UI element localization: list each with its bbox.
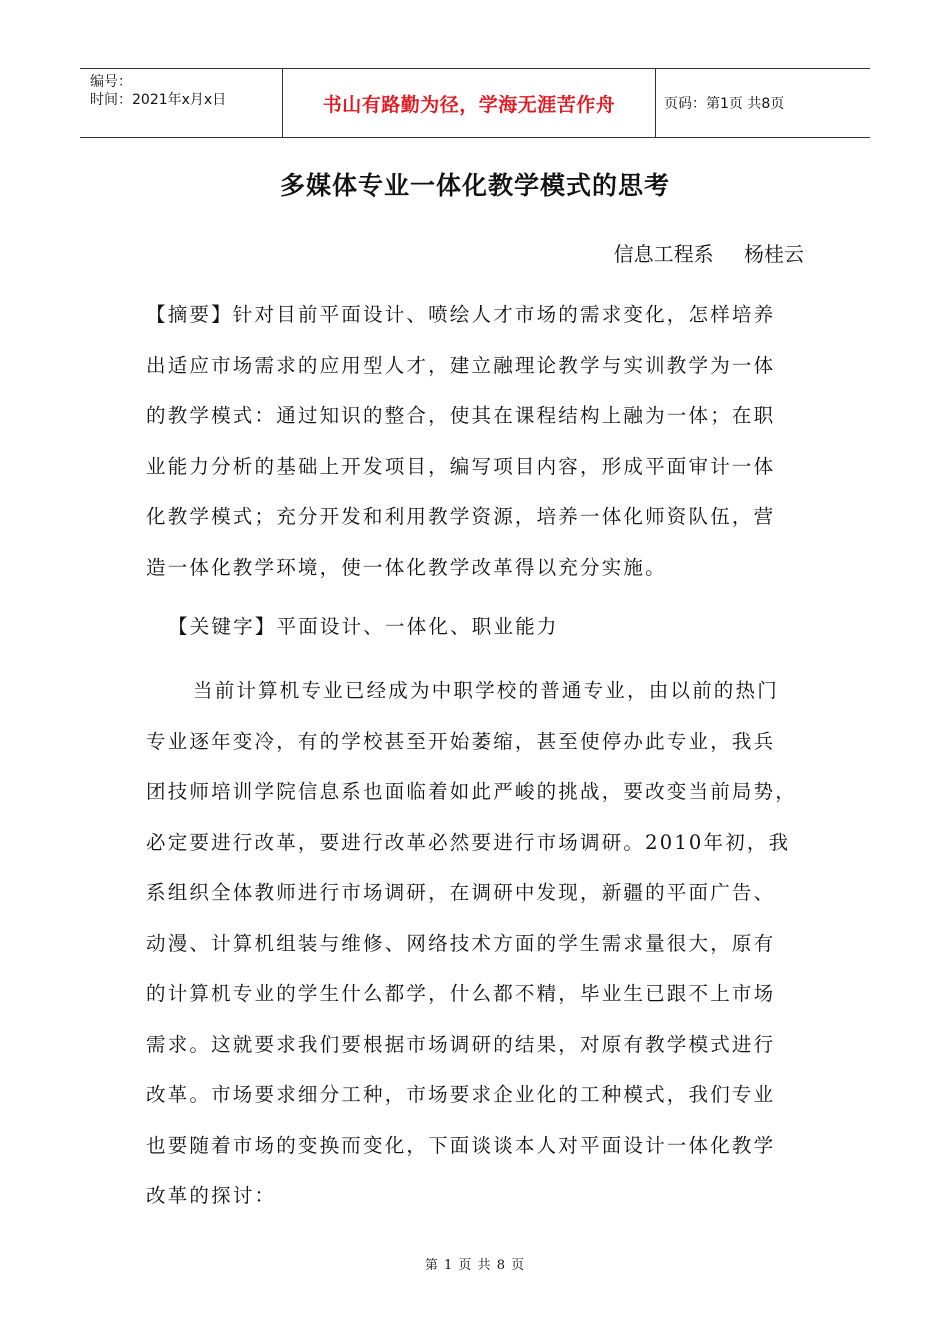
page-footer: 第 1 页 共 8 页 — [424, 1258, 526, 1273]
paragraph-line: 专业逐年变冷，有的学校甚至开始萎缩，甚至使停办此专业，我兵 — [146, 729, 776, 753]
paragraph-line: 系组织全体教师进行市场调研，在调研中发现，新疆的平面广告、 — [146, 881, 776, 904]
paragraph-line: 也要随着市场的变换而变化，下面谈谈本人对平面设计一体化教学 — [146, 1133, 776, 1157]
paragraph-line: 必定要进行改革，要进行改革必然要进行市场调研。2010年初，我 — [146, 830, 791, 854]
abstract-line: 造一体化教学环境，使一体化教学改革得以充分实施。 — [146, 555, 667, 579]
abstract-line: 出适应市场需求的应用型人才，建立融理论教学与实训教学为一体 — [146, 353, 776, 377]
abstract-line: 业能力分析的基础上开发项目，编写项目内容，形成平面审计一体 — [146, 454, 776, 478]
abstract-line: 的教学模式：通过知识的整合，使其在课程结构上融为一体；在职 — [146, 404, 776, 427]
paragraph-line: 的计算机专业的学生什么都学，什么都不精，毕业生已跟不上市场 — [146, 982, 776, 1005]
keywords-block — [168, 602, 828, 653]
document-title: 多媒体专业一体化教学模式的思考 — [279, 171, 670, 200]
paragraph-line: 改革。市场要求细分工种，市场要求企业化的工种模式，我们专业 — [146, 1083, 776, 1106]
document-number-label: 编号： — [90, 74, 132, 90]
header-meta-cell — [80, 69, 282, 137]
abstract-line: 【摘要】针对目前平面设计、喷绘人才市场的需求变化，怎样培养 — [146, 303, 776, 326]
header-motto: 书山有路勤为径，学海无涯苦作舟 — [322, 93, 616, 116]
author-name: 杨桂云 — [744, 242, 804, 266]
paragraph-line: 当前计算机专业已经成为中职学校的普通专业，由以前的热门 — [193, 679, 779, 702]
paragraph-line: 改革的探讨： — [146, 1184, 277, 1207]
keywords-line: 【关键字】平面设计、一体化、职业能力 — [168, 615, 559, 638]
abstract-block — [146, 290, 806, 593]
header-motto-cell — [282, 69, 656, 137]
header-page-cell — [655, 69, 870, 137]
paragraph-line: 需求。这就要求我们要根据市场调研的结果，对原有教学模式进行 — [146, 1032, 776, 1056]
document-date: 时间：2021年x月x日 — [90, 92, 227, 108]
paragraph-line: 团技师培训学院信息系也面临着如此严峻的挑战，要改变当前局势， — [146, 780, 798, 803]
author-line — [614, 238, 804, 267]
author-department: 信息工程系 — [613, 242, 714, 266]
body-paragraph — [146, 666, 806, 1222]
abstract-line: 化教学模式；充分开发和利用教学资源，培养一体化师资队伍，营 — [146, 505, 776, 528]
header-page-info: 页码：第1页 共8页 — [664, 96, 785, 112]
paragraph-line: 动漫、计算机组装与维修、网络技术方面的学生需求量很大，原有 — [146, 931, 776, 955]
page-header — [80, 68, 870, 138]
